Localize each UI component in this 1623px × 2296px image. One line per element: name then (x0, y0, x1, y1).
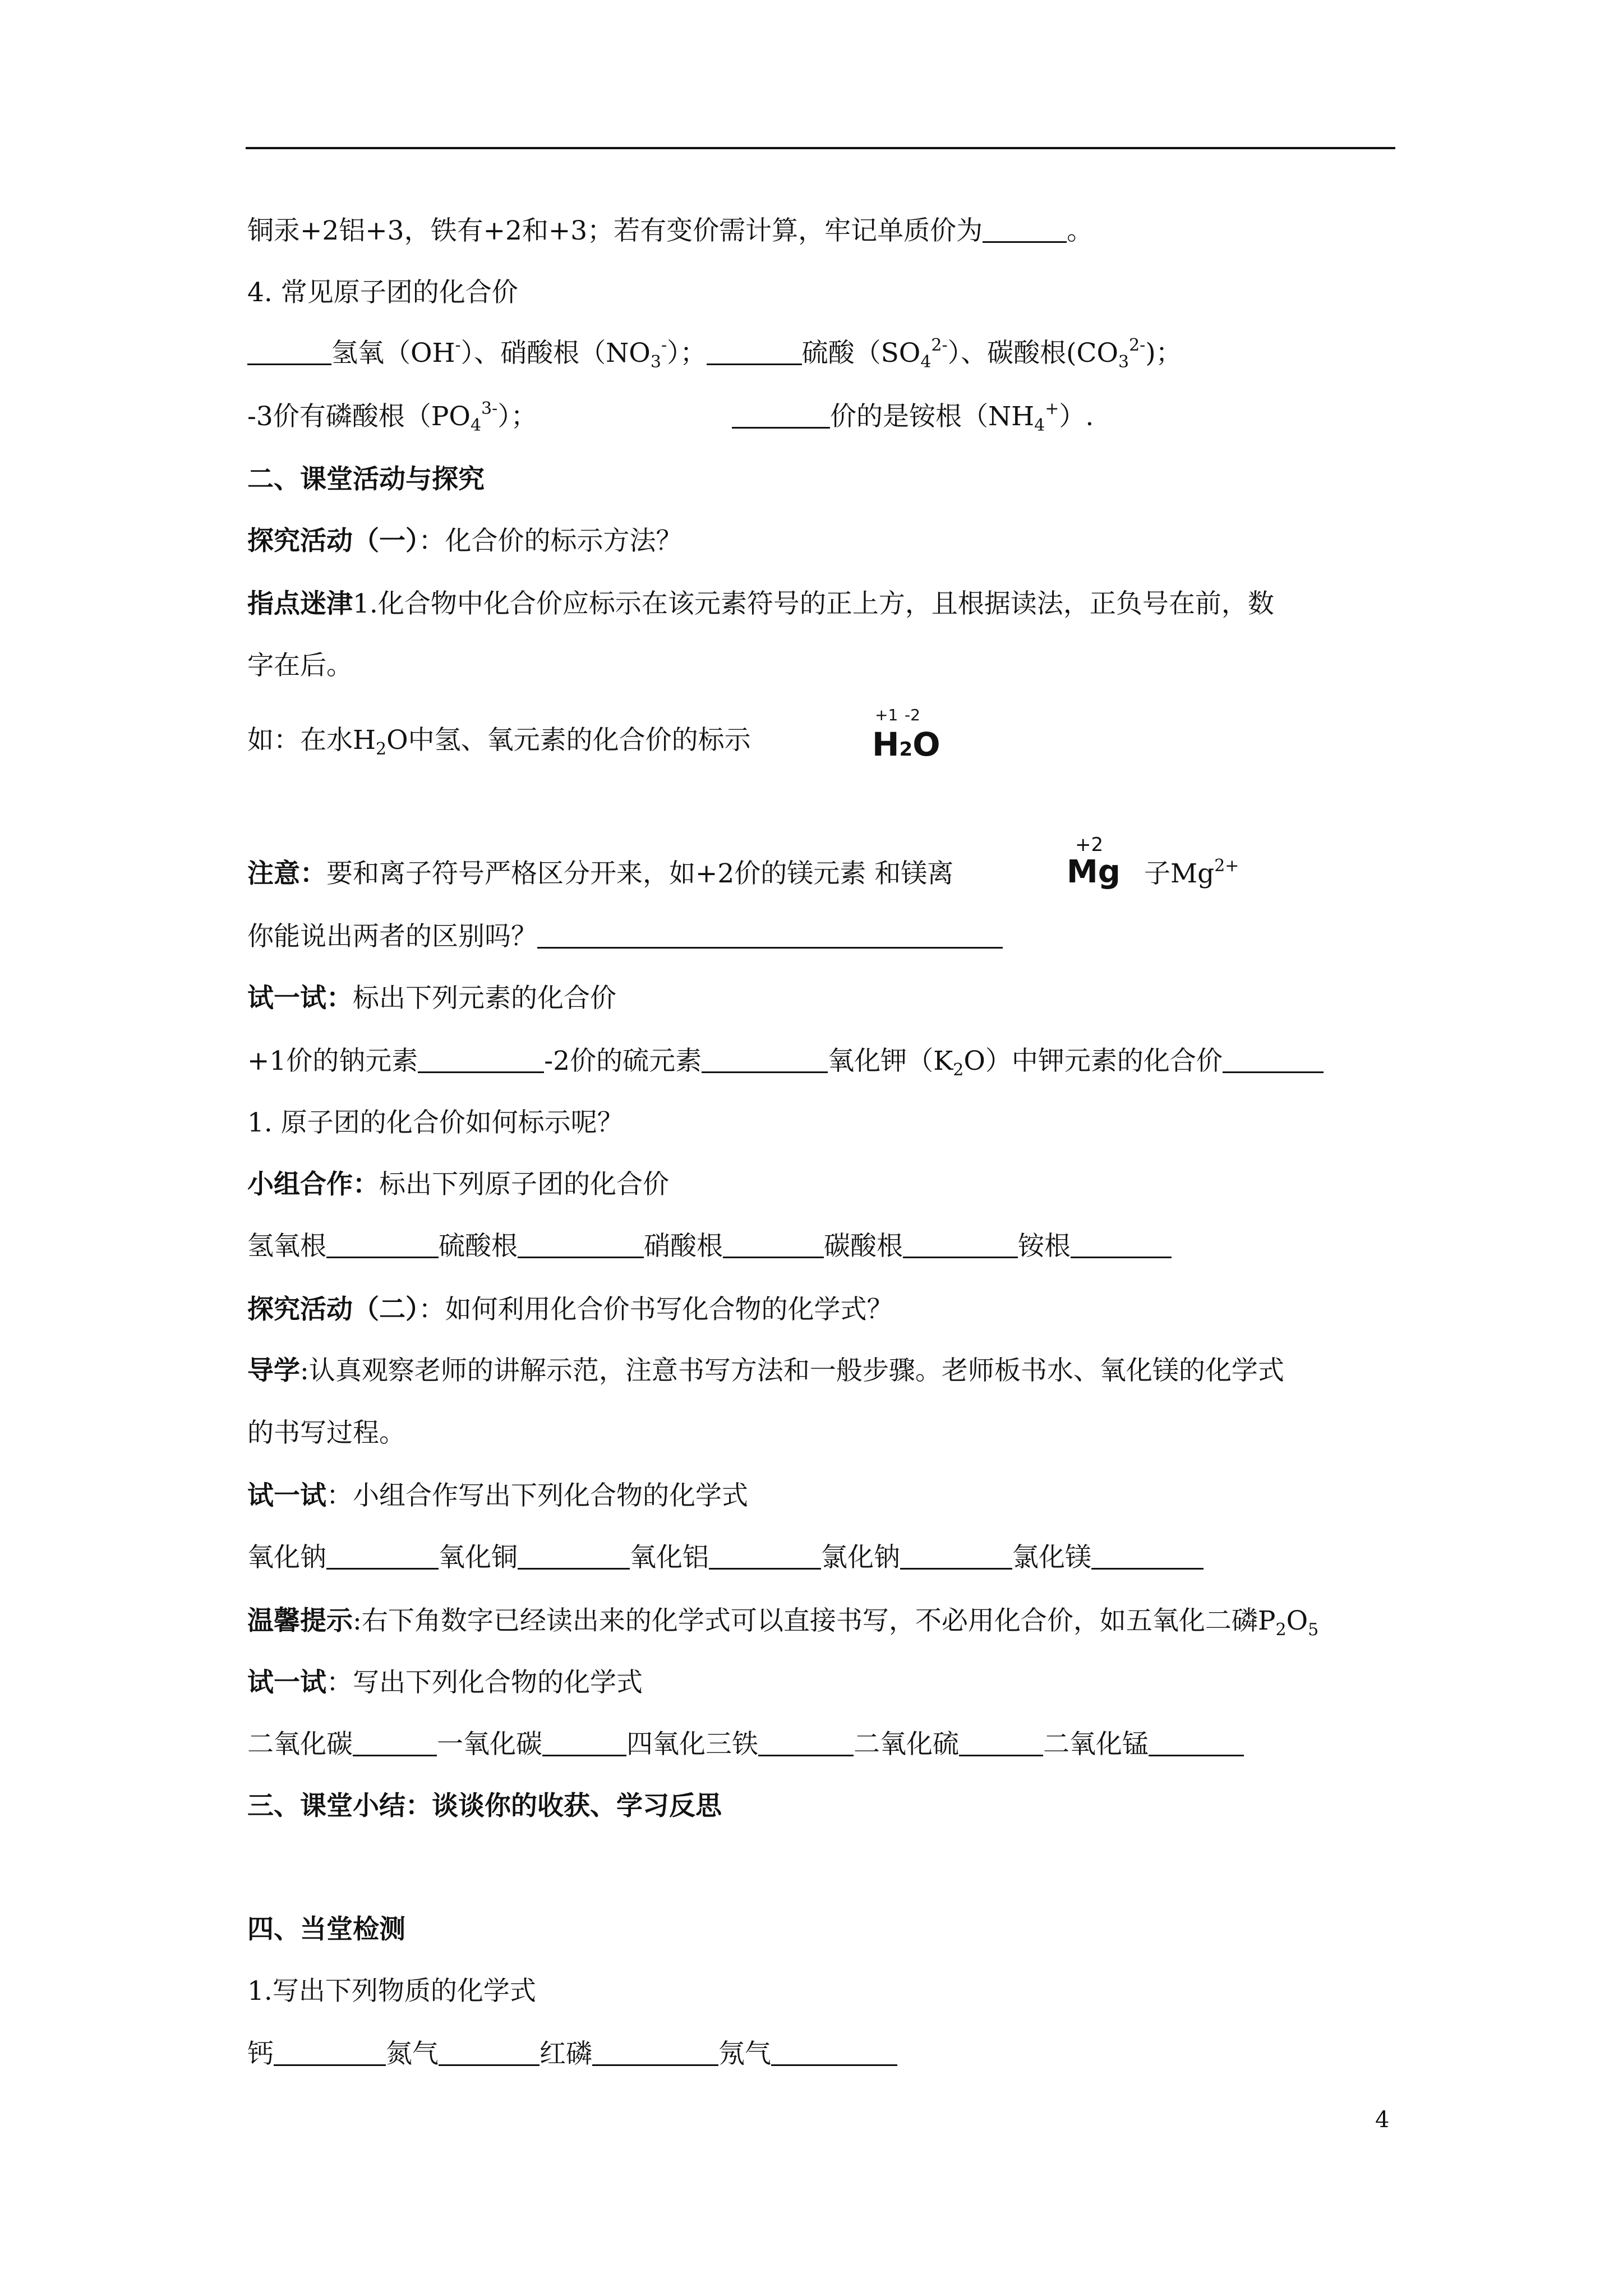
radical-heading: 4. 常见原子团的化合价 (247, 277, 518, 308)
radical-blanks: 氢氧根 硫酸根 硝酸根 碳酸根 铵根 (247, 1230, 1172, 1263)
valence-mnemonic: 铜汞+2铝+3，铁有+2和+3；若有变价需计算，牢记单质价为 。 (247, 215, 1094, 246)
blank[interactable] (983, 217, 1067, 243)
blank[interactable] (592, 2040, 718, 2066)
h2o-formula: H2O (872, 725, 940, 763)
blank[interactable] (518, 1232, 644, 1258)
h2o-valence-o: -2 (905, 706, 920, 724)
guide-continued: 的书写过程。 (247, 1418, 405, 1448)
try-1-items: +1价的钠元素 -2价的硫元素 氧化钾$(K_2O)$中钾元素的化合价 (247, 1045, 1324, 1078)
tip-continued: 字在后。 (247, 650, 353, 681)
question-difference: 你能说出两者的区别吗？ (247, 920, 1003, 954)
question-radical: 1. 原子团的化合价如何标示呢？ (247, 1107, 624, 1138)
example-water: 如：在水$H_2O$中氢、氧元素的化合价的标示 (247, 725, 751, 759)
blank[interactable] (326, 1543, 439, 1570)
blank[interactable] (702, 1047, 828, 1073)
section-4-heading: 四、当堂检测 (247, 1914, 405, 1945)
mg-valence: +2 (1075, 834, 1104, 856)
note-end: 子$Mg^{2+}$ (1144, 856, 1239, 889)
mg-symbol: Mg (1067, 854, 1121, 890)
blank[interactable] (732, 402, 830, 429)
section-3-heading: 三、课堂小结：谈谈你的收获、学习反思 (247, 1791, 722, 1821)
compound-blanks-1: 氧化钠 氧化铜 氧化铝 氯化钠 氯化镁 (247, 1541, 1204, 1575)
blank[interactable] (1091, 1543, 1204, 1570)
blank[interactable] (900, 1543, 1012, 1570)
blank[interactable] (1223, 1047, 1324, 1073)
blank[interactable] (959, 1730, 1043, 1756)
blank[interactable] (418, 1047, 544, 1073)
group-work-heading: 小组合作：标出下列原子团的化合价 (247, 1169, 669, 1200)
radical-line-2: -3价有磷酸根$(PO_4^{3-})$； (247, 399, 537, 435)
blank[interactable] (326, 1232, 439, 1258)
try-3-heading: 试一试：写出下列化合物的化学式 (247, 1667, 643, 1698)
activity-2: 探究活动（二）：如何利用化合价书写化合物的化学式？ (247, 1294, 893, 1325)
blank[interactable] (758, 1730, 854, 1756)
blank[interactable] (247, 339, 331, 365)
page-number: 4 (1375, 2107, 1390, 2133)
blank[interactable] (723, 1232, 824, 1258)
activity-1: 探究活动（一）：化合价的标示方法？ (247, 526, 683, 556)
blank[interactable] (707, 339, 802, 365)
radical-line-1: 氢氧（OH-）、硝酸根$(NO_3^-)$； 硫酸$(SO_4^{2-})$、碳酸根$(CO_3^{2-})$； (247, 337, 1182, 370)
header-rule (246, 147, 1395, 149)
compound-blanks-2: 二氧化碳 一氧化碳 四氧化三铁 二氧化硫 二氧化锰 (247, 1728, 1244, 1761)
try-2-heading: 试一试：小组合作写出下列化合物的化学式 (247, 1480, 748, 1511)
test-1-heading: 1.写出下列物质的化学式 (247, 1976, 536, 2007)
tip: 指点迷津1.化合物中化合价应标示在该元素符号的正上方，且根据读法，正负号在前，数 (247, 588, 1274, 619)
note: 注意：要和离子符号严格区分开来，如+2价的镁元素 和镁离 (247, 858, 954, 889)
warm-tip: 温馨提示:右下角数字已经读出来的化学式可以直接书写，不必用化合价，如五氧化二磷$P_2O_5$ (247, 1605, 1319, 1640)
try-1-heading: 试一试：标出下列元素的化合价 (247, 983, 616, 1014)
answer-blank[interactable] (537, 922, 1003, 949)
h2o-valence-h: +1 (875, 706, 898, 724)
blank[interactable] (542, 1730, 626, 1756)
test-1-blanks: 钙 氮气 红磷 氖气 (247, 2037, 897, 2071)
blank[interactable] (274, 2040, 386, 2066)
guide: 导学:认真观察老师的讲解示范，注意书写方法和一般步骤。老师板书水、氧化镁的化学式 (247, 1355, 1284, 1386)
blank[interactable] (1071, 1232, 1172, 1258)
blank[interactable] (1149, 1730, 1244, 1756)
blank[interactable] (903, 1232, 1018, 1258)
blank[interactable] (709, 1543, 821, 1570)
blank[interactable] (439, 2040, 540, 2066)
radical-line-2b: 价的是铵根$(NH_4^+)$. (732, 400, 1094, 434)
blank[interactable] (518, 1543, 630, 1570)
section-2-heading: 二、课堂活动与探究 (247, 464, 485, 495)
blank[interactable] (353, 1730, 437, 1756)
blank[interactable] (771, 2040, 897, 2066)
